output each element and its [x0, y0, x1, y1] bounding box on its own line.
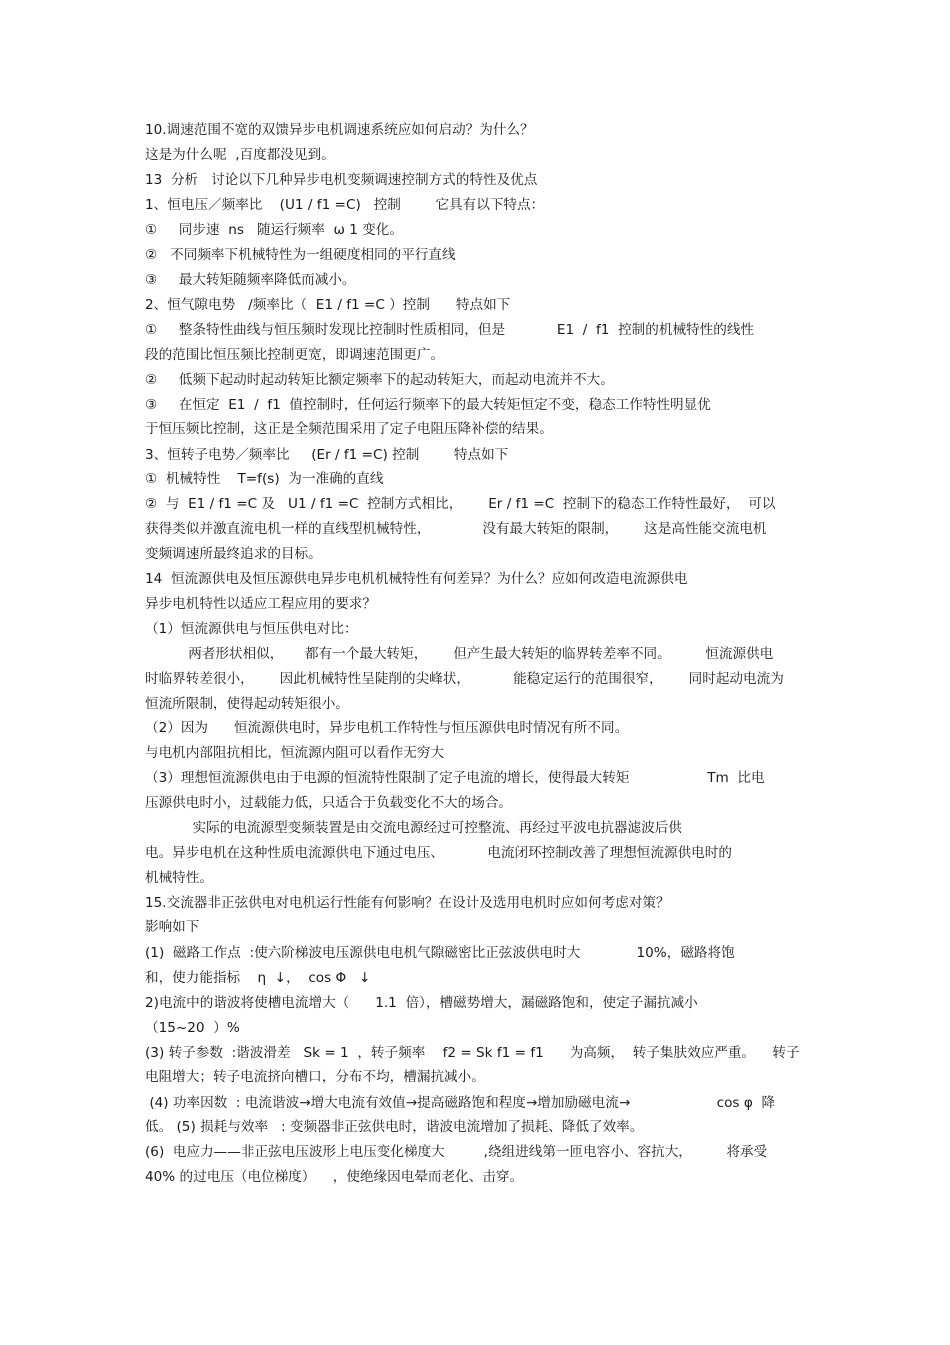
- text-line: 获得类似并激直流电机一样的直线型机械特性， 没有最大转矩的限制， 这是高性能交流电机: [145, 521, 767, 537]
- text-line: 40% 的过电压（电位梯度） ，使绝缘因电晕而老化、击穿。: [145, 1169, 524, 1185]
- text-line: 异步电机特性以适应工程应用的要求？: [145, 596, 377, 612]
- text-line: ③ 在恒定 E1 / f1 值控制时，任何运行频率下的最大转矩恒定不变，稳态工作特性明显优: [145, 397, 711, 413]
- text-line: 和，使力能指标 η ↓， cos Φ ↓: [145, 970, 371, 986]
- text-line: 电阻增大；转子电流挤向槽口，分布不均，槽漏抗减小。: [145, 1069, 485, 1085]
- text-line: （3）理想恒流源供电由于电源的恒流特性限制了定子电流的增长，使得最大转矩 Tm 比电: [145, 770, 765, 786]
- text-line: 电。异步电机在这种性质电流源供电下通过电压、 电流闭环控制改善了理想恒流源供电时的: [145, 845, 732, 861]
- text-line: 实际的电流源型变频装置是由交流电源经过可控整流、再经过平波电抗器滤波后供: [145, 820, 682, 836]
- text-line: 13 分析 讨论以下几种异步电机变频调速控制方式的特性及优点: [145, 172, 538, 188]
- text-line: ② 低频下起动时起动转矩比额定频率下的起动转矩大，而起动电流并不大。: [145, 372, 614, 388]
- text-line: (3) 转子参数 :谐波滑差 Sk = 1 ，转子频率 f2 = Sk f1 = f1 为高频， 转子集肤效应严重。 转子: [145, 1045, 800, 1061]
- text-line: 2、恒气隙电势 /频率比（ E1 / f1 =C ）控制 特点如下: [145, 297, 511, 313]
- text-line: （1）恒流源供电与恒压供电对比：: [145, 621, 358, 637]
- text-line: 14 恒流源供电及恒压源供电异步电机机械特性有何差异？为什么？应如何改造电流源供电: [145, 571, 688, 587]
- text-line: 低。 (5) 损耗与效率 : 变频器非正弦供电时，谐波电流增加了损耗、降低了效率。: [145, 1119, 644, 1135]
- text-line: 压源供电时小，过载能力低，只适合于负载变化不大的场合。: [145, 795, 513, 811]
- text-line: 恒流所限制，使得起动转矩很小。: [145, 696, 349, 712]
- text-line: （2）因为 恒流源供电时，异步电机工作特性与恒压源供电时情况有所不同。: [145, 720, 629, 736]
- text-line: 变频调速所最终追求的目标。: [145, 546, 322, 562]
- text-line: 机械特性。: [145, 870, 213, 886]
- text-line: (6) 电应力——非正弦电压波形上电压变化梯度大 ,绕组进线第一匝电容小、容抗大， 将承受: [145, 1144, 768, 1160]
- text-line: ① 整条特性曲线与恒压频时发现比控制时性质相同，但是 E1 / f1 控制的机械特性的线性: [145, 322, 755, 338]
- text-line: 15.交流器非正弦供电对电机运行性能有何影响？在设计及选用电机时应如何考虑对策？: [145, 895, 670, 911]
- text-line: 影响如下: [145, 919, 200, 935]
- text-line: ② 不同频率下机械特性为一组硬度相同的平行直线: [145, 247, 456, 263]
- text-line: ② 与 E1 / f1 =C 及 U1 / f1 =C 控制方式相比， Er / f1 =C 控制下的稳态工作特性最好， 可以: [145, 496, 776, 512]
- text-line: ③ 最大转矩随频率降低而减小。: [145, 272, 356, 288]
- text-line: (4) 功率因数 : 电流谐波→增大电流有效值→提高磁路饱和程度→增加励磁电流→ cos φ 降: [145, 1095, 776, 1111]
- text-line: 10.调速范围不宽的双馈异步电机调速系统应如何启动？为什么？: [145, 122, 534, 138]
- text-line: 3、恒转子电势／频率比 (Er / f1 =C) 控制 特点如下: [145, 447, 509, 463]
- text-line: 于恒压频比控制，这正是全频范围采用了定子电阻压降补偿的结果。: [145, 421, 553, 437]
- text-line: 段的范围比恒压频比控制更宽，即调速范围更广。: [145, 347, 445, 363]
- text-line: 1、恒电压／频率比 (U1 / f1 =C) 控制 它具有以下特点：: [145, 197, 545, 213]
- text-line: 2)电流中的谐波将使槽电流增大（ 1.1 倍），槽磁势增大，漏磁路饱和，使定子漏抗减小: [145, 995, 698, 1011]
- text-line: (1) 磁路工作点 :使六阶梯波电压源供电电机气隙磁密比正弦波供电时大 10%，磁路将饱: [145, 945, 735, 961]
- text-line: 两者形状相似， 都有一个最大转矩， 但产生最大转矩的临界转差率不同。 恒流源供电: [145, 646, 774, 662]
- text-line: ① 同步速 ns 随运行频率 ω 1 变化。: [145, 222, 403, 238]
- text-line: 这是为什么呢 ,百度都没见到。: [145, 147, 335, 163]
- text-line: 与电机内部阻抗相比，恒流源内阻可以看作无穷大: [145, 745, 445, 761]
- text-line: （15~20 ）%: [145, 1020, 240, 1036]
- text-line: ① 机械特性 T=f(s) 为一准确的直线: [145, 471, 384, 487]
- text-line: 时临界转差很小， 因此机械特性呈陡削的尖峰状， 能稳定运行的范围很窄， 同时起动电流为: [145, 671, 784, 687]
